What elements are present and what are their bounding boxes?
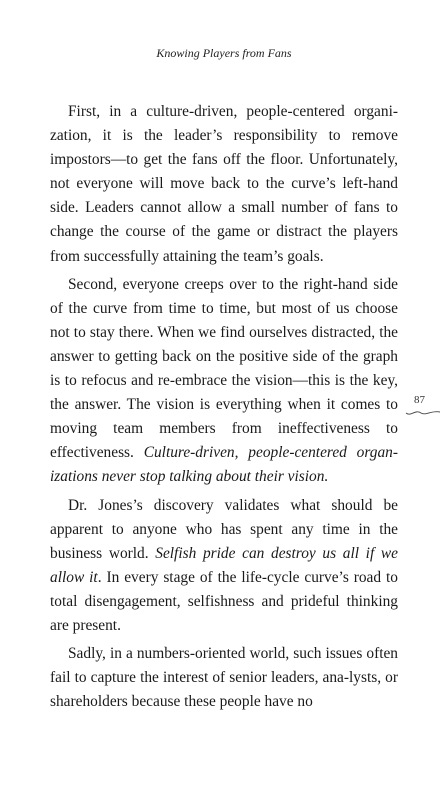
flourish-icon [405,408,441,418]
paragraph-3-italic: Selfish pride can destroy us all if we allow it [50,544,398,586]
paragraph-1-text: First, in a culture-driven, people-centered organi-zation, it is the leader’s responsibility to remove impostors—to get the fans off the floor. Unfortunately, not everyone will move back to the curve’s left-hand side. Leaders cannot allow a small number of fans to change the course of the game or distract the players from successfully attaining the team’s goals. [50,103,398,265]
paragraph-4 [50,642,398,714]
paragraph-3 [50,494,398,639]
paragraph-2-text: Second, everyone creeps over to the right-hand side of the curve from time to time, but most of us choose not to stay there. When we find ourselves distracted, the answer to getting back on the positive side of the graph is to refocus and re-embrace the vision—this is the key, the answer. The vision is everything when it comes to moving team members from ineffectiveness to effectiveness. [50,275,398,462]
paragraph-4-text: Sadly, in a numbers-oriented world, such issues often fail to capture the interest of senior leaders, ana-lysts, or shareholders because these people have no [50,645,398,711]
paragraph-3-text: Dr. Jones’s discovery validates what should be apparent to anyone who has spent any time in the business world. [50,496,398,562]
paragraph-1 [50,100,398,269]
body-text [50,100,398,714]
page-number: 87 [414,394,425,406]
paragraph-3-text-end: . In every stage of the life-cycle curve’s road to total disengagement, selfishness and prideful thinking are present. [50,568,398,634]
paragraph-2 [50,273,398,490]
paragraph-2-italic: Culture-driven, people-centered organ-izations never stop talking about their vision. [50,444,398,486]
running-head: Knowing Players from Fans [156,46,292,60]
